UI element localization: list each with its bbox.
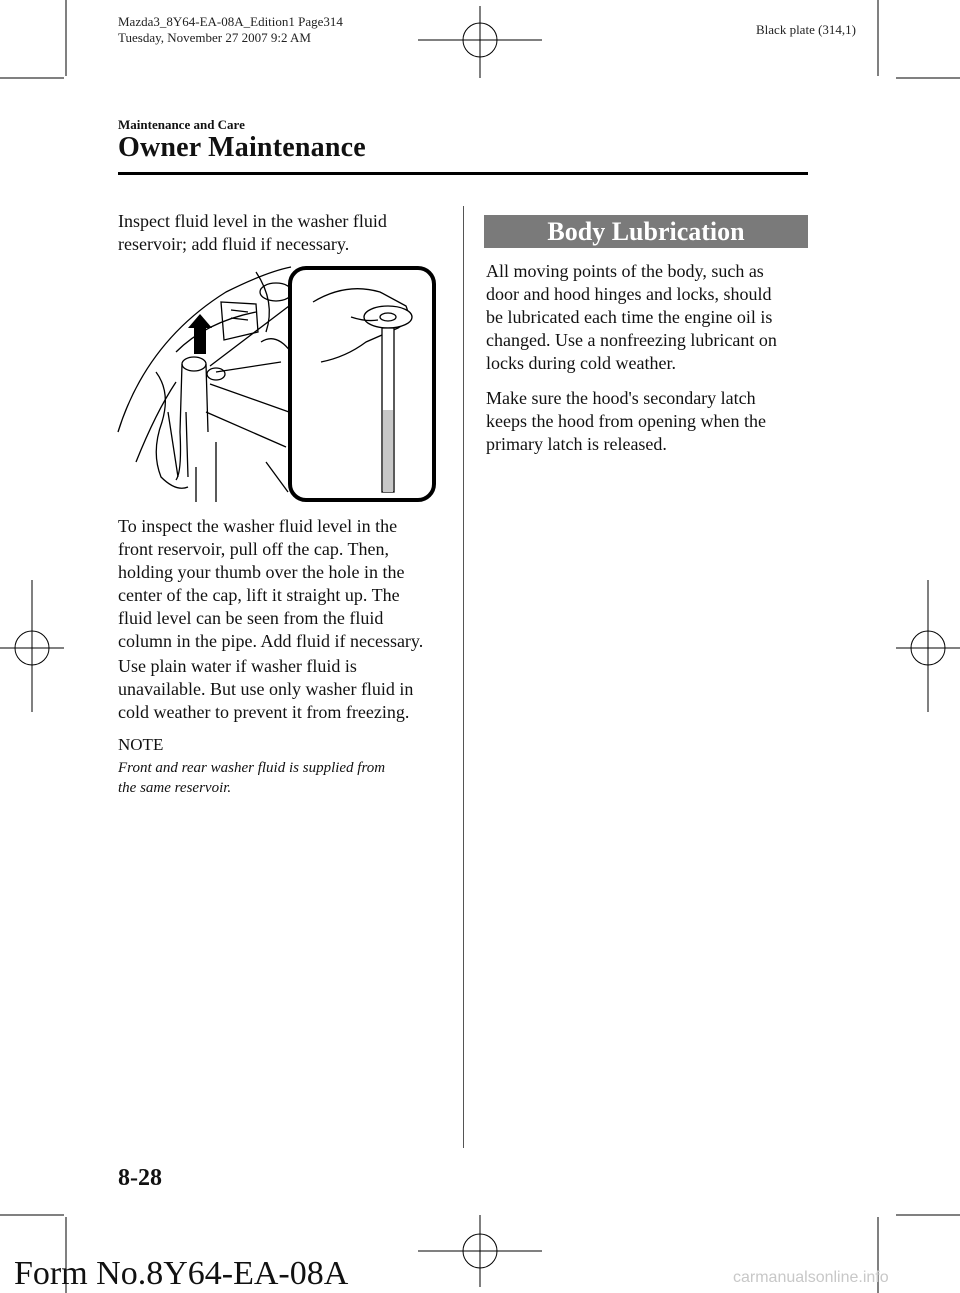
text-line: Use plain water if washer fluid is <box>118 656 357 676</box>
inspect-paragraph <box>118 515 423 653</box>
text-line: the same reservoir. <box>118 780 232 796</box>
text-line: primary latch is released. <box>486 434 667 454</box>
text-line: unavailable. But use only washer fluid in <box>118 679 414 699</box>
note-text <box>118 758 385 798</box>
title-rule <box>118 172 808 175</box>
latch-paragraph <box>486 387 766 456</box>
form-number: Form No.8Y64-EA-08A <box>14 1255 349 1292</box>
text-line: locks during cold weather. <box>486 353 676 373</box>
print-filename: Mazda3_8Y64-EA-08A_Edition1 Page314 <box>118 14 343 29</box>
print-metadata <box>118 14 343 46</box>
text-line: To inspect the washer fluid level in the <box>118 516 398 536</box>
text-line: center of the cap, lift it straight up. The <box>118 585 400 605</box>
text-line: door and hood hinges and locks, should <box>486 284 772 304</box>
lubrication-paragraph <box>486 260 777 375</box>
text-line: All moving points of the body, such as <box>486 261 764 281</box>
intro-paragraph <box>118 210 387 256</box>
column-divider <box>463 206 464 1148</box>
text-line: keeps the hood from opening when the <box>486 411 766 431</box>
page-number: 8-28 <box>118 1165 162 1191</box>
water-paragraph <box>118 655 413 724</box>
text-line: fluid level can be seen from the fluid <box>118 608 384 628</box>
text-line: Inspect fluid level in the washer fluid <box>118 211 387 231</box>
body-lubrication-heading: Body Lubrication <box>484 215 808 248</box>
watermark: carmanualsonline.info <box>733 1269 889 1286</box>
text-line: holding your thumb over the hole in the <box>118 562 405 582</box>
text-line: column in the pipe. Add fluid if necessary. <box>118 631 424 651</box>
page-title: Owner Maintenance <box>118 132 366 163</box>
text-line: reservoir; add fluid if necessary. <box>118 234 350 254</box>
washer-reservoir-illustration <box>116 262 440 502</box>
note-label: NOTE <box>118 735 164 754</box>
print-timestamp: Tuesday, November 27 2007 9:2 AM <box>118 30 311 45</box>
text-line: be lubricated each time the engine oil is <box>486 307 773 327</box>
text-line: cold weather to prevent it from freezing. <box>118 702 410 722</box>
text-line: Front and rear washer fluid is supplied from <box>118 760 386 776</box>
plate-label: Black plate (314,1) <box>756 22 856 37</box>
text-line: front reservoir, pull off the cap. Then, <box>118 539 390 559</box>
section-label: Maintenance and Care <box>118 117 245 132</box>
text-line: changed. Use a nonfreezing lubricant on <box>486 330 777 350</box>
text-line: Make sure the hood's secondary latch <box>486 388 756 408</box>
